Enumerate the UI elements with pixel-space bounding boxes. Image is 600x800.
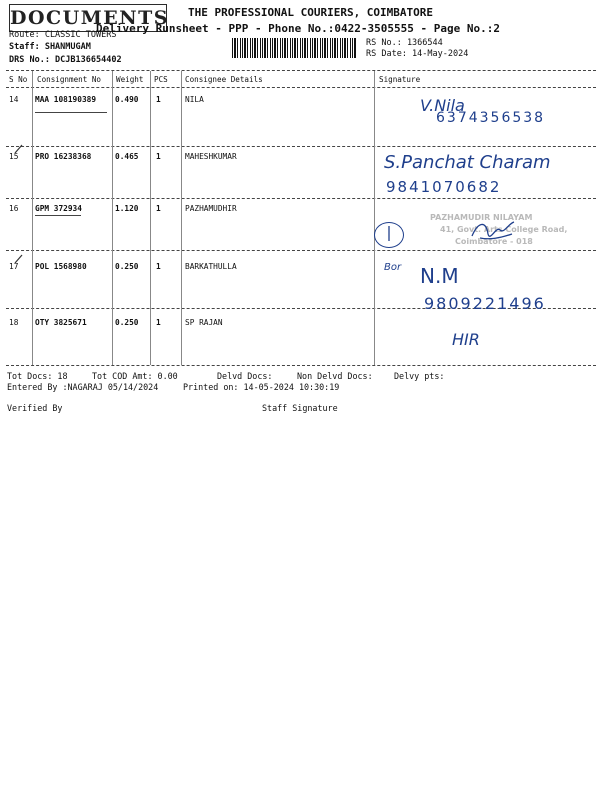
non-delivered-docs: Non Delvd Docs:: [297, 371, 373, 381]
signature-scribble: [470, 216, 516, 244]
col-header-pcs: PCS: [154, 75, 168, 84]
row-consignee: BARKATHULLA: [185, 262, 237, 271]
row17-phone: 9809221496: [424, 294, 546, 313]
rs-number: RS No.: 1366544: [366, 38, 443, 48]
route-label: Route: CLASSIC TOWERS: [9, 30, 117, 40]
printed-on: Printed on: 14-05-2024 10:30:19: [183, 382, 340, 392]
delivery-points: Delvy pts:: [394, 371, 445, 381]
column-separator: [32, 71, 33, 365]
col-header-consignment: Consignment No: [37, 75, 102, 84]
col-header-sno: S No: [9, 75, 28, 84]
row15-signature: S.Panchat Charam: [384, 152, 551, 173]
row-sno: 15: [9, 152, 19, 161]
staff-signature-label: Staff Signature: [262, 403, 338, 413]
row-divider: [6, 146, 596, 147]
row17-prefix: Bor: [384, 262, 402, 273]
column-separator: [181, 71, 182, 365]
col-header-signature: Signature: [379, 75, 421, 84]
signature-scribble: [382, 224, 396, 244]
row-consignment: OTY 3825671: [35, 318, 87, 327]
row-consignment: GPM 372934: [35, 204, 82, 213]
row-pcs: 1: [156, 262, 161, 271]
row-consignee: PAZHAMUDHIR: [185, 204, 237, 213]
row-pcs: 1: [156, 152, 161, 161]
check-mark-icon: [14, 144, 23, 154]
column-separator: [150, 71, 151, 365]
shop-stamp-line1: PAZHAMUDIR NILAYAM: [430, 213, 533, 222]
row-sno: 17: [9, 262, 19, 271]
table-header-rule: [6, 87, 596, 88]
row-sno: 16: [9, 204, 19, 213]
drs-number: DRS No.: DCJB136654402: [9, 55, 122, 65]
rs-date: RS Date: 14-May-2024: [366, 49, 469, 59]
row14-signature: V.Nila: [420, 96, 465, 115]
company-title: THE PROFESSIONAL COURIERS, COIMBATORE: [188, 6, 434, 19]
entered-by: Entered By :NAGARAJ 05/14/2024: [7, 382, 159, 392]
row-consignee: MAHESHKUMAR: [185, 152, 237, 161]
barcode: [232, 38, 356, 58]
total-docs: Tot Docs: 18: [7, 371, 68, 381]
verified-by-label: Verified By: [7, 403, 63, 413]
row-pcs: 1: [156, 318, 161, 327]
row18-signature: HIR: [452, 330, 480, 349]
total-cod-amount: Tot COD Amt: 0.00: [92, 371, 178, 381]
row15-phone: 9841070682: [386, 178, 502, 196]
pen-underline: [35, 112, 107, 113]
row-consignment: PRO 16238368: [35, 152, 92, 161]
pen-underline: [35, 215, 81, 216]
row-pcs: 1: [156, 204, 161, 213]
row17-signature: N.M: [420, 264, 459, 288]
staff-label: Staff: SHANMUGAM: [9, 42, 91, 52]
row-sno: 14: [9, 95, 19, 104]
row-weight: 1.120: [115, 204, 139, 213]
documents-stamp: DOCUMENTS: [9, 4, 167, 32]
col-header-consignee: Consignee Details: [185, 75, 263, 84]
row-sno: 18: [9, 318, 19, 327]
row-consignment: POL 1568980: [35, 262, 87, 271]
delivered-docs: Delvd Docs:: [217, 371, 273, 381]
row-consignee: NILA: [185, 95, 204, 104]
row-divider: [6, 250, 596, 251]
row-divider: [6, 198, 596, 199]
runsheet-subtitle: Delivery Runsheet - PPP - Phone No.:0422-3505555 - Page No.:2: [96, 22, 500, 35]
row-weight: 0.490: [115, 95, 139, 104]
column-separator: [374, 71, 375, 365]
row-weight: 0.465: [115, 152, 139, 161]
shop-stamp-line2: 41, Govt. Arts College Road,: [440, 225, 568, 234]
shop-stamp-line3: Coimbatore - 018: [455, 237, 533, 246]
check-mark-icon: [14, 254, 23, 264]
col-header-weight: Weight: [116, 75, 144, 84]
row-consignment: MAA 108190389: [35, 95, 97, 104]
column-separator: [112, 71, 113, 365]
table-top-rule: [6, 70, 596, 71]
row-weight: 0.250: [115, 318, 139, 327]
row14-phone: 6374356538: [436, 110, 546, 126]
row-pcs: 1: [156, 95, 161, 104]
row-consignee: SP RAJAN: [185, 318, 223, 327]
table-bottom-rule: [6, 365, 596, 366]
row-weight: 0.250: [115, 262, 139, 271]
